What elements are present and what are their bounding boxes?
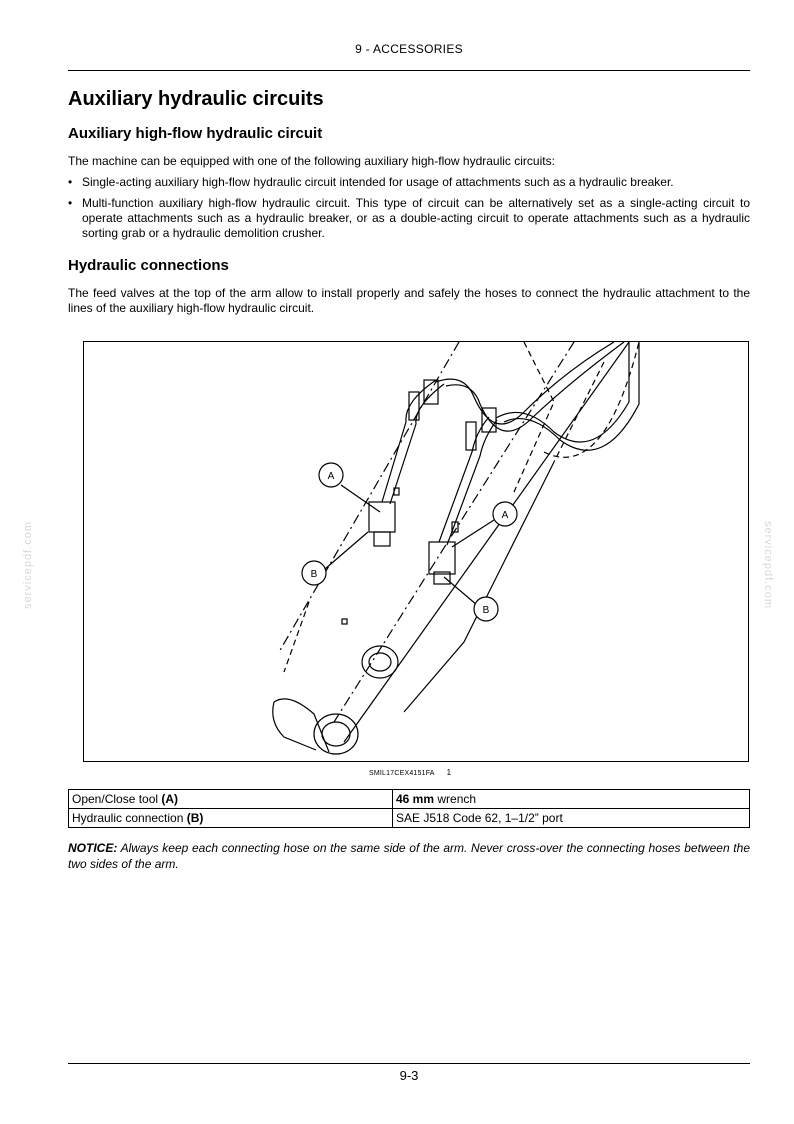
spec-table: [68, 789, 750, 828]
table-cell-label: [69, 790, 393, 809]
figure-code: SMIL17CEX4151FA: [369, 770, 435, 777]
bullet-icon: •: [68, 196, 73, 210]
page-number: 9-3: [399, 1068, 419, 1083]
arm-illustration: [83, 341, 749, 762]
table-cell-value: [393, 790, 750, 809]
callout-label: A: [501, 510, 509, 521]
list-item: [68, 175, 750, 190]
page-title: Auxiliary hydraulic circuits: [68, 88, 324, 110]
arm-drawing: [84, 342, 749, 762]
section-intro: The machine can be equipped with one of the following auxiliary high-flow hydraulic circuits:: [68, 154, 555, 168]
callout-a-right: [493, 502, 517, 526]
section-heading-connections: Hydraulic connections: [68, 257, 229, 274]
bullet-icon: •: [68, 175, 73, 189]
cell-label-key: (B): [186, 810, 204, 825]
callout-b-right: [474, 597, 498, 621]
table-row: [69, 790, 750, 809]
figure-caption: [369, 768, 451, 777]
table-row: [69, 809, 750, 828]
section-heading-high-flow: Auxiliary high-flow hydraulic circuit: [68, 125, 323, 142]
figure-number: 1: [446, 768, 452, 777]
notice-paragraph: [68, 840, 750, 872]
watermark-left: servicepdf.com: [22, 521, 34, 609]
header-rule: [68, 70, 750, 71]
circuit-list: [68, 175, 750, 241]
callout-label: A: [327, 471, 335, 482]
running-header: 9 - ACCESSORIES: [355, 42, 463, 56]
cell-value-text: SAE J518 Code 62, 1–1/2” port: [396, 810, 563, 825]
list-item: [68, 196, 750, 241]
list-item-text: Single-acting auxiliary high-flow hydraulic circuit intended for usage of attachments such as a hydraulic breaker.: [82, 175, 674, 189]
callout-label: B: [310, 569, 318, 580]
cell-label-key: (A): [161, 791, 179, 806]
callout-a-left: [319, 463, 343, 487]
notice-label: NOTICE:: [68, 841, 118, 855]
table-cell-label: [69, 809, 393, 828]
cell-label-text: Hydraulic connection: [72, 810, 187, 825]
cell-value-strong: 46 mm: [396, 791, 435, 806]
section-text: The feed valves at the top of the arm allow to install properly and safely the hoses to connect the hydraulic attachment to the lines of the auxiliary high-flow hydraulic circuit.: [68, 286, 750, 315]
footer-rule: [68, 1063, 750, 1064]
cell-value-text: wrench: [434, 791, 477, 806]
notice-text: Always keep each connecting hose on the same side of the arm. Never cross-over the connecting hoses between the two sides of the arm.: [68, 841, 750, 871]
table-cell-value: [393, 809, 750, 828]
page-content: [68, 88, 750, 322]
list-item-text: Multi-function auxiliary high-flow hydraulic circuit. This type of circuit can be alternatively set as a single-acting circuit to operate attachments such as a hydraulic breaker, or as a double-acting circuit to operate attachments such as a hydraulic sorting grab or a hydraulic demolition crusher.: [82, 196, 750, 240]
cell-label-text: Open/Close tool: [72, 791, 162, 806]
callout-b-left: [302, 561, 326, 585]
callout-label: B: [482, 605, 490, 616]
watermark-right: servicepdf.com: [762, 521, 774, 609]
